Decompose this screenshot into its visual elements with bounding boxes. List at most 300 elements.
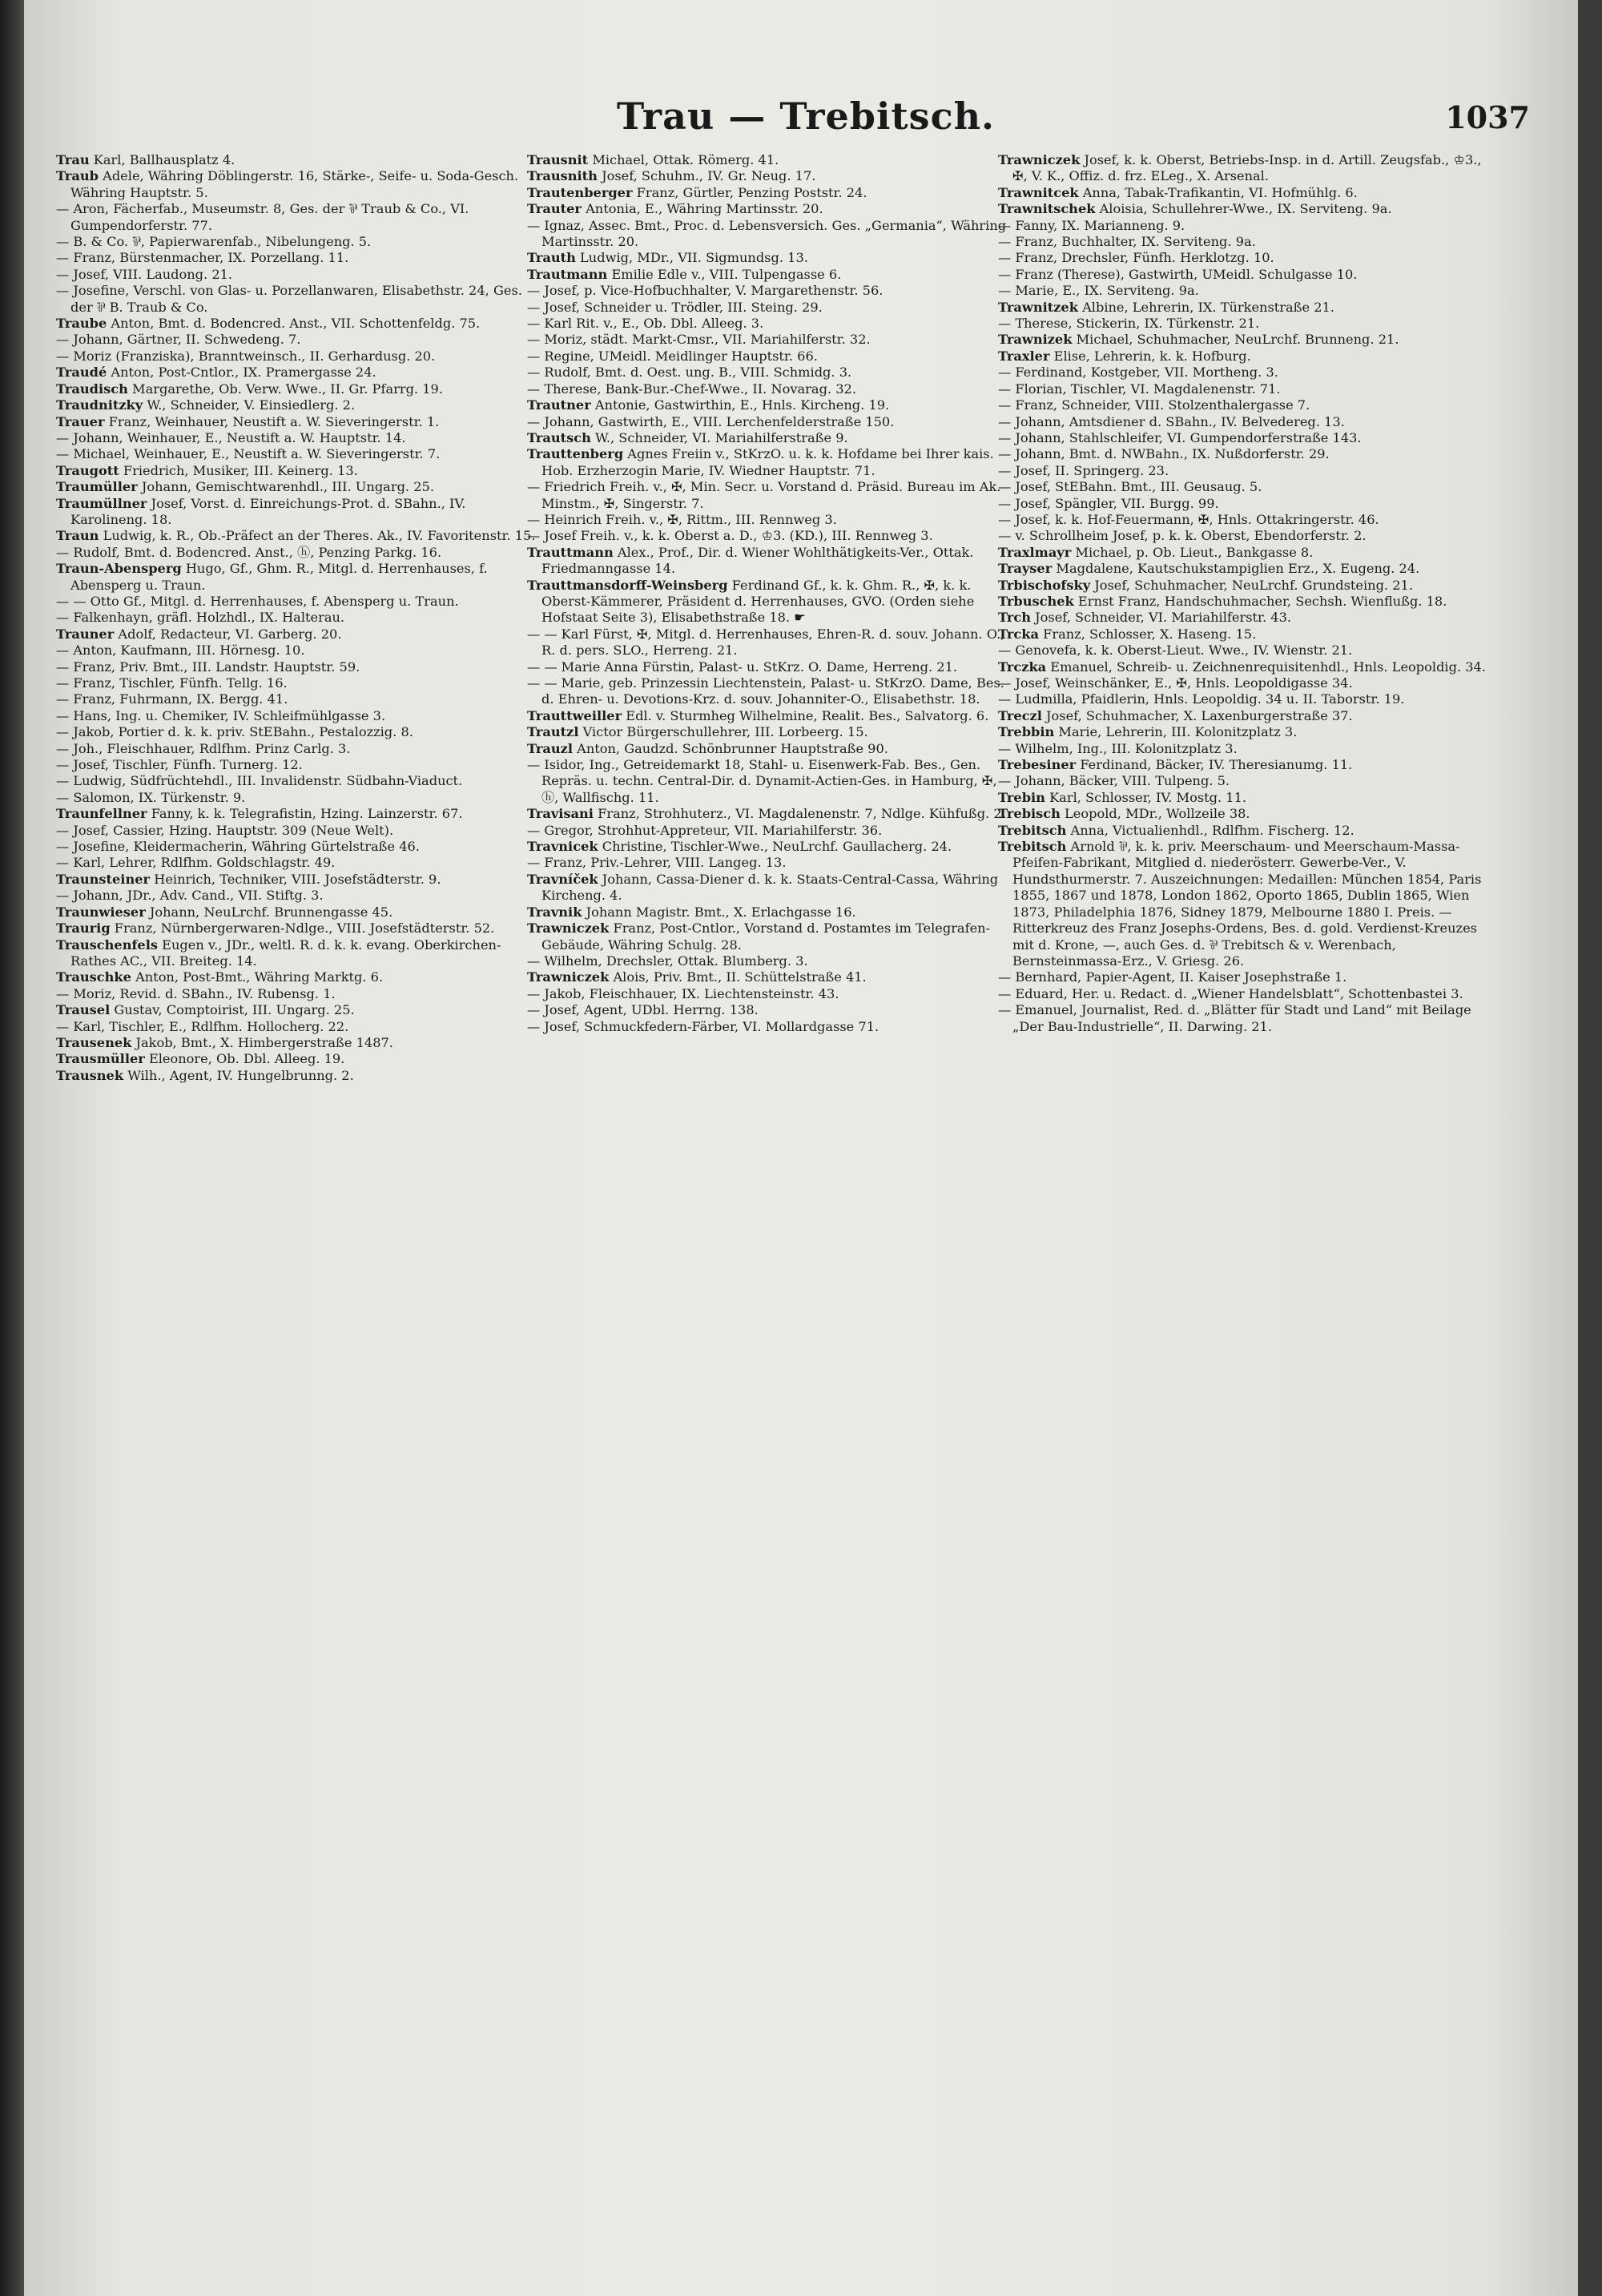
directory-entry xyxy=(527,250,1008,266)
entry-details: Jakob, Bmt., X. Himbergerstraße 1487. xyxy=(131,1034,393,1050)
entry-details: — B. & Co. ⅌, Papierwarenfab., Nibelungeng. 5. xyxy=(56,234,372,250)
directory-entry xyxy=(56,872,537,888)
directory-entry xyxy=(56,201,537,234)
entry-details: Albine, Lehrerin, IX. Türkenstraße 21. xyxy=(1077,299,1334,315)
entry-surname: Traunwieser xyxy=(56,904,146,920)
directory-entry xyxy=(56,348,537,365)
directory-entry xyxy=(998,348,1495,365)
entry-details: Anton, Post-Cntlor., IX. Pramergasse 24. xyxy=(107,365,376,381)
directory-entry xyxy=(56,152,537,168)
directory-entry xyxy=(56,855,537,871)
directory-entry xyxy=(998,741,1495,757)
entry-details: — Anton, Kaufmann, III. Hörnesg. 10. xyxy=(56,642,305,659)
directory-entry xyxy=(56,741,537,757)
entry-surname: Trawnitcek xyxy=(998,184,1079,200)
entry-surname: Trebesiner xyxy=(998,757,1077,773)
directory-entry xyxy=(56,659,537,675)
column-1 xyxy=(56,152,537,2275)
entry-details: Ferdinand, Bäcker, IV. Theresianumg. 11. xyxy=(1076,757,1353,773)
directory-entry xyxy=(56,332,537,348)
entry-details: — Karl Rit. v., E., Ob. Dbl. Alleeg. 3. xyxy=(527,316,764,332)
directory-entry xyxy=(56,691,537,707)
entry-surname: Trawniczek xyxy=(527,920,610,937)
entry-surname: Traun-Abensperg xyxy=(56,561,182,577)
entry-details: Josef, Schuhmacher, X. Laxenburgerstraße 37. xyxy=(1041,707,1353,723)
entry-details: — Josef, p. Vice-Hofbuchhalter, V. Margarethenstr. 56. xyxy=(527,283,884,299)
entry-details: — Rudolf, Bmt. d. Oest. ung. B., VIII. Schmidg. 3. xyxy=(527,365,852,381)
directory-entry xyxy=(56,888,537,904)
directory-entry xyxy=(998,528,1495,544)
directory-entry xyxy=(56,626,537,642)
directory-entry xyxy=(527,168,1008,184)
directory-entry xyxy=(998,675,1495,691)
entry-details: Antonia, E., Währing Martinsstr. 20. xyxy=(581,201,823,217)
directory-entry xyxy=(527,855,1008,871)
entry-details: Josef, k. k. Oberst, Betriebs-Insp. in d. Artill. Zeugsfab., ♔3., ✠, V. K., Offiz. d. frz. ELeg., X. Arsenal. xyxy=(1012,152,1482,184)
entry-details: — Ludmilla, Pfaidlerin, Hnls. Leopoldig. 34 u. II. Taborstr. 19. xyxy=(998,691,1405,707)
entry-surname: Trauzl xyxy=(527,740,573,756)
entry-details: Magdalene, Kautschukstampiglien Erz., X. Eugeng. 24. xyxy=(1052,561,1420,577)
entry-details: — Genovefa, k. k. Oberst-Lieut. Wwe., IV. Wienstr. 21. xyxy=(998,642,1353,659)
entry-details: — Ignaz, Assec. Bmt., Proc. d. Lebensversich. Ges. „Germania“, Währing Martinsstr. 20. xyxy=(527,217,1007,250)
directory-entry xyxy=(527,512,1008,528)
directory-entry xyxy=(56,1019,537,1035)
entry-details: — Jakob, Portier d. k. k. priv. StEBahn., Pestalozzig. 8. xyxy=(56,724,413,740)
entry-details: — Josef, k. k. Hof-Feuermann, ✠, Hnls. Ottakringerstr. 46. xyxy=(998,511,1379,527)
entry-details: Michael, p. Ob. Lieut., Bankgasse 8. xyxy=(1071,544,1314,560)
directory-entry xyxy=(56,790,537,806)
directory-entry xyxy=(56,414,537,430)
entry-details: — — Marie, geb. Prinzessin Liechtenstein, Palast- u. StKrzO. Dame, Bes. d. Ehren- u. Devotions-Krz. d. souv. Johanniter-O., Elisabethstr. 18. xyxy=(527,675,1004,707)
entry-details: W., Schneider, V. Einsiedlerg. 2. xyxy=(143,397,356,413)
entry-details: Anton, Gaudzd. Schönbrunner Hauptstraße 90. xyxy=(573,740,888,756)
entry-surname: Trautsch xyxy=(527,429,591,445)
directory-entry xyxy=(998,250,1495,266)
entry-details: Franz, Post-Cntlor., Vorstand d. Postamtes im Telegrafen-Gebäude, Währing Schulg. 28. xyxy=(541,920,991,953)
entry-details: Anna, Tabak-Trafikantin, VI. Hofmühlg. 6. xyxy=(1078,184,1358,200)
entry-details: — — Marie Anna Fürstin, Palast- u. StKrz. O. Dame, Herreng. 21. xyxy=(527,659,958,675)
directory-entry xyxy=(56,937,537,970)
entry-surname: Trausnith xyxy=(527,168,598,184)
entry-surname: Trauttweiller xyxy=(527,707,622,723)
directory-entry xyxy=(998,708,1495,724)
directory-entry xyxy=(527,741,1008,757)
directory-entry xyxy=(998,823,1495,839)
page-header xyxy=(24,95,1578,143)
entry-surname: Trausmüller xyxy=(56,1051,145,1067)
directory-entry xyxy=(527,1019,1008,1035)
directory-entry xyxy=(998,773,1495,789)
directory-entry xyxy=(56,1002,537,1018)
directory-entry xyxy=(527,381,1008,397)
directory-entry xyxy=(56,528,537,544)
entry-details: Josef, Schuhm., IV. Gr. Neug. 17. xyxy=(597,168,816,184)
directory-entry xyxy=(56,168,537,201)
entry-details: Ludwig, MDr., VII. Sigmundsg. 13. xyxy=(575,250,808,266)
directory-entry xyxy=(56,479,537,495)
entry-surname: Trauschenfels xyxy=(56,937,158,953)
directory-entry xyxy=(527,332,1008,348)
entry-details: — Franz, Bürstenmacher, IX. Porzellang. 11. xyxy=(56,250,349,266)
directory-entry xyxy=(527,348,1008,365)
directory-entry xyxy=(56,250,537,266)
running-title: Trau — Trebitsch. xyxy=(617,95,996,138)
directory-entry xyxy=(56,904,537,920)
directory-entry xyxy=(527,397,1008,413)
entry-details: — Josef, Agent, UDbl. Herrng. 138. xyxy=(527,1002,759,1018)
entry-surname: Traxler xyxy=(998,348,1050,364)
entry-details: — — Otto Gf., Mitgl. d. Herrenhauses, f. Abensperg u. Traun. xyxy=(56,593,459,609)
entry-details: — Isidor, Ing., Getreidemarkt 18, Stahl- u. Eisenwerk-Fab. Bes., Gen. Repräs. u. techn. Central-Dir. d. Dynamit-Actien-Ges. in Hamburg, ✠, ⓗ, Wallfischg. 11. xyxy=(527,757,997,805)
directory-entry xyxy=(56,642,537,659)
entry-details: Emilie Edle v., VIII. Tulpengasse 6. xyxy=(607,266,842,282)
directory-entry xyxy=(998,234,1495,250)
entry-details: — Michael, Weinhauer, E., Neustift a. W. Sieveringerstr. 7. xyxy=(56,446,441,462)
entry-details: — Josefine, Kleidermacherin, Währing Gürtelstraße 46. xyxy=(56,839,420,855)
entry-details: — Johann, Weinhauer, E., Neustift a. W. Hauptstr. 14. xyxy=(56,429,406,445)
entry-details: — Eduard, Her. u. Redact. d. „Wiener Handelsblatt“, Schottenbastei 3. xyxy=(998,985,1463,1001)
entry-details: Adolf, Redacteur, VI. Garberg. 20. xyxy=(114,626,342,642)
entry-surname: Traurig xyxy=(56,920,111,937)
entry-details: — Johann, Gärtner, II. Schwedeng. 7. xyxy=(56,332,301,348)
directory-entry xyxy=(998,626,1495,642)
entry-details: — Josef, Weinschänker, E., ✠, Hnls. Leopoldigasse 34. xyxy=(998,675,1353,691)
directory-entry xyxy=(527,430,1008,446)
directory-entry xyxy=(998,790,1495,806)
entry-surname: Travnik xyxy=(527,904,582,920)
entry-details: — Franz, Schneider, VIII. Stolzenthalergasse 7. xyxy=(998,397,1310,413)
entry-details: Franz, Schlosser, X. Haseng. 15. xyxy=(1038,626,1257,642)
entry-surname: Trau xyxy=(56,152,90,167)
entry-details: — Franz, Fuhrmann, IX. Bergg. 41. xyxy=(56,691,288,707)
entry-details: Arnold ⅌, k. k. priv. Meerschaum- und Meerschaum-Massa-Pfeifen-Fabrikant, Mitglied d. niederösterr. Gewerbe-Ver., V. Hundsthurmerstr. 7. Auszeichnungen: Medaillen: München 1854, Paris 1855, 1867 und 1878, London 1862, Oporto 1865, Dublin 1865, Wien 1873, Philadelphia 1876, Sidney 1879, Melbourne 1880 I. Preis. — Ritterkreuz des Franz Josephs-Ordens, Bes. d. gold. Verdienst-Kreuzes mit d. Krone, —, auch Ges. d. ⅌ Trebitsch & v. Werenbach, Bernsteinmassa-Erz., V. Griesg. 26. xyxy=(1012,839,1482,969)
entry-details: — Johann, Stahlschleifer, VI. Gumpendorferstraße 143. xyxy=(998,429,1362,445)
entry-details: Josef, Vorst. d. Einreichungs-Prot. d. SBahn., IV. Karolineng. 18. xyxy=(70,495,466,527)
entry-surname: Traugott xyxy=(56,462,119,478)
entry-surname: Traun xyxy=(56,528,99,544)
entry-surname: Trayser xyxy=(998,561,1053,577)
entry-details: Marie, Lehrerin, III. Kolonitzplatz 3. xyxy=(1054,724,1298,740)
entry-details: — Josef, II. Springerg. 23. xyxy=(998,462,1169,478)
directory-entry xyxy=(527,479,1008,512)
directory-entry xyxy=(998,185,1495,201)
entry-surname: Trauer xyxy=(56,413,105,429)
entry-surname: Trawniczek xyxy=(998,152,1081,167)
entry-details: — Bernhard, Papier-Agent, II. Kaiser Josephstraße 1. xyxy=(998,969,1347,985)
entry-surname: Trauttmann xyxy=(527,544,614,560)
entry-details: — Franz, Buchhalter, IX. Serviteng. 9a. xyxy=(998,234,1256,250)
entry-details: — Johann, Bmt. d. NWBahn., IX. Nußdorferstr. 29. xyxy=(998,446,1330,462)
directory-entry xyxy=(527,708,1008,724)
entry-details: — Franz (Therese), Gastwirth, UMeidl. Schulgasse 10. xyxy=(998,266,1358,282)
directory-entry xyxy=(56,839,537,855)
directory-entry xyxy=(527,201,1008,217)
directory-entry xyxy=(998,839,1495,969)
entry-details: — Josefine, Verschl. von Glas- u. Porzellanwaren, Elisabethstr. 24, Ges. der ⅌ B. Traub & Co. xyxy=(56,283,522,315)
entry-details: Margarethe, Ob. Verw. Wwe., II. Gr. Pfarrg. 19. xyxy=(127,381,443,397)
directory-entry xyxy=(527,986,1008,1002)
directory-entry xyxy=(527,806,1008,822)
entry-details: — Rudolf, Bmt. d. Bodencred. Anst., ⓗ, Penzing Parkg. 16. xyxy=(56,544,442,560)
directory-entry xyxy=(56,545,537,561)
directory-entry xyxy=(998,545,1495,561)
entry-details: Anton, Bmt. d. Bodencred. Anst., VII. Schottenfeldg. 75. xyxy=(107,316,481,332)
entry-details: — Therese, Stickerin, IX. Türkenstr. 21. xyxy=(998,316,1260,332)
directory-entry xyxy=(527,414,1008,430)
entry-surname: Trbischofsky xyxy=(998,577,1091,593)
entry-details: Johann, Gemischtwarenhdl., III. Ungarg. 25. xyxy=(137,479,434,495)
directory-entry xyxy=(998,201,1495,217)
entry-details: — Emanuel, Journalist, Red. d. „Blätter für Stadt und Land“ mit Beilage „Der Bau-Industrielle“, II. Darwing. 21. xyxy=(998,1002,1471,1034)
entry-details: Karl, Schlosser, IV. Mostg. 11. xyxy=(1045,789,1247,805)
entry-surname: Trautner xyxy=(527,397,591,413)
entry-details: Ferdinand Gf., k. k. Ghm. R., ✠, k. k. Oberst-Kämmerer, Präsident d. Herrenhauses, GVO. (Orden siehe Hofstaat Seite 3), Elisabethstraße 18. ☛ xyxy=(541,577,975,626)
entry-details: — Karl, Lehrer, Rdlfhm. Goldschlagstr. 49. xyxy=(56,855,336,871)
directory-entry xyxy=(56,430,537,446)
entry-surname: Trebitsch xyxy=(998,839,1067,855)
directory-entry xyxy=(527,659,1008,675)
directory-entry xyxy=(527,300,1008,316)
entry-details: — Josef, Schmuckfedern-Färber, VI. Mollardgasse 71. xyxy=(527,1018,879,1034)
directory-entry xyxy=(998,267,1495,283)
directory-entry xyxy=(527,528,1008,544)
entry-details: Friedrich, Musiker, III. Keinerg. 13. xyxy=(119,462,358,478)
entry-details: Anton, Post-Bmt., Währing Marktg. 6. xyxy=(131,969,384,985)
entry-details: — Josef, Tischler, Fünfh. Turnerg. 12. xyxy=(56,757,303,773)
entry-details: Agnes Freiin v., StKrzO. u. k. k. Hofdame bei Ihrer kais. Hob. Erzherzogin Marie, IV. Wiedner Hauptstr. 71. xyxy=(541,446,994,478)
column-3 xyxy=(998,152,1495,2275)
entry-details: Karl, Ballhausplatz 4. xyxy=(89,152,235,167)
directory-entry xyxy=(998,365,1495,381)
directory-entry xyxy=(998,218,1495,234)
entry-details: Franz, Nürnbergerwaren-Ndlge., VIII. Josefstädterstr. 52. xyxy=(110,920,495,937)
directory-entry xyxy=(527,218,1008,251)
entry-details: — Ludwig, Südfrüchtehdl., III. Invalidenstr. Südbahn-Viaduct. xyxy=(56,773,463,789)
entry-surname: Traunfellner xyxy=(56,806,147,822)
directory-entry xyxy=(56,757,537,773)
directory-entry xyxy=(56,463,537,479)
entry-surname: Trebisch xyxy=(998,806,1061,822)
directory-entry xyxy=(527,724,1008,740)
entry-surname: Treczl xyxy=(998,707,1042,723)
entry-details: — Aron, Fächerfab., Museumstr. 8, Ges. der ⅌ Traub & Co., VI. Gumpendorferstr. 77. xyxy=(56,201,469,233)
directory-entry xyxy=(527,446,1008,479)
entry-details: — Gregor, Strohhut-Appreteur, VII. Mariahilferstr. 36. xyxy=(527,822,883,838)
entry-surname: Trawnizek xyxy=(998,332,1073,348)
directory-page xyxy=(24,0,1578,2296)
directory-entry xyxy=(998,659,1495,675)
entry-details: — Franz, Tischler, Fünfh. Tellg. 16. xyxy=(56,675,288,691)
directory-entry xyxy=(998,806,1495,822)
directory-entry xyxy=(56,496,537,529)
directory-entry xyxy=(56,708,537,724)
entry-surname: Traub xyxy=(56,168,99,184)
directory-entry xyxy=(56,675,537,691)
entry-details: — Franz, Drechsler, Fünfh. Herklotzg. 10. xyxy=(998,250,1274,266)
entry-details: — Moriz, Revid. d. SBahn., IV. Rubensg. 1. xyxy=(56,985,336,1001)
entry-surname: Trauner xyxy=(56,626,115,642)
entry-details: Wilh., Agent, IV. Hungelbrunng. 2. xyxy=(123,1067,354,1083)
entry-details: — Therese, Bank-Bur.-Chef-Wwe., II. Novarag. 32. xyxy=(527,381,856,397)
entry-details: Josef, Schneider, VI. Mariahilferstr. 43. xyxy=(1031,610,1292,626)
directory-entry xyxy=(998,316,1495,332)
directory-entry xyxy=(998,578,1495,594)
entry-details: — Johann, Gastwirth, E., VIII. Lerchenfelderstraße 150. xyxy=(527,413,895,429)
entry-surname: Trbuschek xyxy=(998,593,1074,609)
directory-entry xyxy=(56,724,537,740)
entry-details: — — Karl Fürst, ✠, Mitgl. d. Herrenhauses, Ehren-R. d. souv. Johann. O., R. d. pers. SLO., Herreng. 21. xyxy=(527,626,1005,659)
directory-entry xyxy=(56,823,537,839)
entry-surname: Trausel xyxy=(56,1002,111,1018)
directory-entry xyxy=(998,512,1495,528)
directory-entry xyxy=(998,152,1495,185)
entry-details: Elise, Lehrerin, k. k. Hofburg. xyxy=(1049,348,1251,364)
entry-surname: Travisani xyxy=(527,806,594,822)
directory-entry xyxy=(527,872,1008,904)
entry-surname: Trausnit xyxy=(527,152,589,167)
entry-surname: Trczka xyxy=(998,659,1047,675)
directory-entry xyxy=(998,463,1495,479)
directory-entry xyxy=(527,953,1008,969)
entry-details: Alois, Priv. Bmt., II. Schüttelstraße 41. xyxy=(609,969,867,985)
entry-surname: Traudé xyxy=(56,365,107,381)
directory-entry xyxy=(56,969,537,985)
directory-entry xyxy=(527,969,1008,985)
directory-entry xyxy=(527,545,1008,578)
entry-surname: Trch xyxy=(998,610,1032,626)
directory-entry xyxy=(56,920,537,937)
directory-entry xyxy=(527,316,1008,332)
directory-entry xyxy=(527,920,1008,953)
column-2 xyxy=(527,152,1008,2275)
entry-surname: Traumüller xyxy=(56,479,138,495)
directory-entry xyxy=(56,610,537,626)
directory-entry xyxy=(998,724,1495,740)
entry-details: Adele, Währing Döblingerstr. 16, Stärke-, Seife- u. Soda-Gesch. Währing Hauptstr. 5. xyxy=(70,168,519,200)
entry-details: Johann, NeuLrchf. Brunnengasse 45. xyxy=(145,904,393,920)
entry-details: — Hans, Ing. u. Chemiker, IV. Schleifmühlgasse 3. xyxy=(56,707,386,723)
directory-entry xyxy=(998,414,1495,430)
directory-entry xyxy=(527,823,1008,839)
entry-surname: Traunsteiner xyxy=(56,871,151,887)
directory-entry xyxy=(998,300,1495,316)
directory-entry xyxy=(56,316,537,332)
entry-details: Edl. v. Sturmheg Wilhelmine, Realit. Bes., Salvatorg. 6. xyxy=(622,707,989,723)
entry-details: Michael, Ottak. Römerg. 41. xyxy=(588,152,779,167)
entry-details: — Marie, E., IX. Serviteng. 9a. xyxy=(998,283,1199,299)
entry-details: — Wilhelm, Drechsler, Ottak. Blumberg. 3. xyxy=(527,953,808,969)
entry-surname: Traube xyxy=(56,316,107,332)
entry-details: — Josef Freih. v., k. k. Oberst a. D., ♔3. (KD.), III. Rennweg 3. xyxy=(527,528,933,544)
entry-surname: Trebbin xyxy=(998,724,1055,740)
entry-details: — Regine, UMeidl. Meidlinger Hauptstr. 66. xyxy=(527,348,818,364)
entry-details: Franz, Strohhuterz., VI. Magdalenenstr. 7, Ndlge. Kühfußg. 2. xyxy=(593,806,1006,822)
entry-surname: Traxlmayr xyxy=(998,544,1072,560)
entry-details: — Salomon, IX. Türkenstr. 9. xyxy=(56,789,246,805)
entry-details: — Wilhelm, Ing., III. Kolonitzplatz 3. xyxy=(998,740,1238,756)
directory-entry xyxy=(998,986,1495,1002)
directory-entry xyxy=(998,283,1495,299)
entry-surname: Trauttenberg xyxy=(527,446,624,462)
directory-entry xyxy=(998,969,1495,985)
directory-entry xyxy=(527,578,1008,626)
entry-details: Alex., Prof., Dir. d. Wiener Wohlthätigkeits-Ver., Ottak. Friedmanngasse 14. xyxy=(541,544,974,577)
directory-entry xyxy=(56,561,537,594)
directory-entry xyxy=(527,839,1008,855)
directory-entry xyxy=(998,642,1495,659)
entry-details: Antonie, Gastwirthin, E., Hnls. Kircheng. 19. xyxy=(590,397,890,413)
entry-details: — Josef, Spängler, VII. Burgg. 99. xyxy=(998,495,1219,511)
entry-details: Johann Magistr. Bmt., X. Erlachgasse 16. xyxy=(582,904,856,920)
directory-entry xyxy=(56,1051,537,1067)
entry-details: — Johann, JDr., Adv. Cand., VII. Stiftg. 3. xyxy=(56,888,324,904)
entry-details: Fanny, k. k. Telegrafistin, Hzing. Lainzerstr. 67. xyxy=(147,806,463,822)
entry-details: Hugo, Gf., Ghm. R., Mitgl. d. Herrenhauses, f. Abensperg u. Traun. xyxy=(70,561,488,593)
entry-surname: Trausenek xyxy=(56,1034,132,1050)
entry-details: Ludwig, k. R., Ob.-Präfect an der Theres. Ak., IV. Favoritenstr. 15. xyxy=(99,528,536,544)
directory-entry xyxy=(56,365,537,381)
directory-entry xyxy=(56,267,537,283)
entry-surname: Trauschke xyxy=(56,969,131,985)
entry-surname: Traudnitzky xyxy=(56,397,143,413)
directory-entry xyxy=(56,1068,537,1084)
entry-surname: Trauttmansdorff-Weinsberg xyxy=(527,577,728,593)
entry-surname: Trebin xyxy=(998,789,1045,805)
entry-surname: Trawnitzek xyxy=(998,299,1078,315)
entry-details: Franz, Gürtler, Penzing Poststr. 24. xyxy=(632,184,867,200)
directory-entry xyxy=(527,267,1008,283)
entry-surname: Trcka xyxy=(998,626,1039,642)
entry-details: — Moriz (Franziska), Branntweinsch., II. Gerhardusg. 20. xyxy=(56,348,436,364)
directory-entry xyxy=(56,1035,537,1051)
directory-entry xyxy=(527,626,1008,659)
entry-surname: Trautenberger xyxy=(527,184,633,200)
directory-entry xyxy=(527,757,1008,806)
entry-details: Johann, Cassa-Diener d. k. k. Staats-Central-Cassa, Währing Kircheng. 4. xyxy=(541,871,999,904)
directory-entry xyxy=(998,561,1495,577)
entry-details: Leopold, MDr., Wollzeile 38. xyxy=(1060,806,1250,822)
directory-entry xyxy=(527,365,1008,381)
binding-gutter xyxy=(0,0,24,2296)
directory-entry xyxy=(998,610,1495,626)
entry-details: — Josef, VIII. Laudong. 21. xyxy=(56,266,233,282)
entry-details: — v. Schrollheim Josef, p. k. k. Oberst, Ebendorferstr. 2. xyxy=(998,528,1367,544)
directory-entry xyxy=(56,381,537,397)
directory-entry xyxy=(527,1002,1008,1018)
directory-entry xyxy=(998,479,1495,495)
directory-entry xyxy=(998,594,1495,610)
entry-details: — Friedrich Freih. v., ✠, Min. Secr. u. Vorstand d. Präsid. Bureau im Ak. Minstm., ✠, Singerstr. 7. xyxy=(527,479,1001,511)
directory-entry xyxy=(998,757,1495,773)
directory-entry xyxy=(998,691,1495,707)
entry-details: — Josef, Cassier, Hzing. Hauptstr. 309 (Neue Welt). xyxy=(56,822,394,838)
entry-surname: Trauth xyxy=(527,250,576,266)
entry-surname: Trawnitschek xyxy=(998,201,1096,217)
entry-details: — Josef, Schneider u. Trödler, III. Steing. 29. xyxy=(527,299,823,315)
directory-entry xyxy=(56,283,537,316)
entry-surname: Travníček xyxy=(527,871,598,887)
directory-entry xyxy=(998,381,1495,397)
entry-details: W., Schneider, VI. Mariahilferstraße 9. xyxy=(590,429,848,445)
entry-details: — Jakob, Fleischhauer, IX. Liechtensteinstr. 43. xyxy=(527,985,839,1001)
entry-details: Ernst Franz, Handschuhmacher, Sechsh. Wienflußg. 18. xyxy=(1073,593,1447,609)
directory-entry xyxy=(527,152,1008,168)
entry-details: — Johann, Bäcker, VIII. Tulpeng. 5. xyxy=(998,773,1230,789)
directory-entry xyxy=(56,234,537,250)
entry-details: — Karl, Tischler, E., Rdlfhm. Hollocherg. 22. xyxy=(56,1018,349,1034)
entry-details: Eleonore, Ob. Dbl. Alleeg. 19. xyxy=(144,1051,345,1067)
entry-details: — Franz, Priv. Bmt., III. Landstr. Hauptstr. 59. xyxy=(56,659,360,675)
